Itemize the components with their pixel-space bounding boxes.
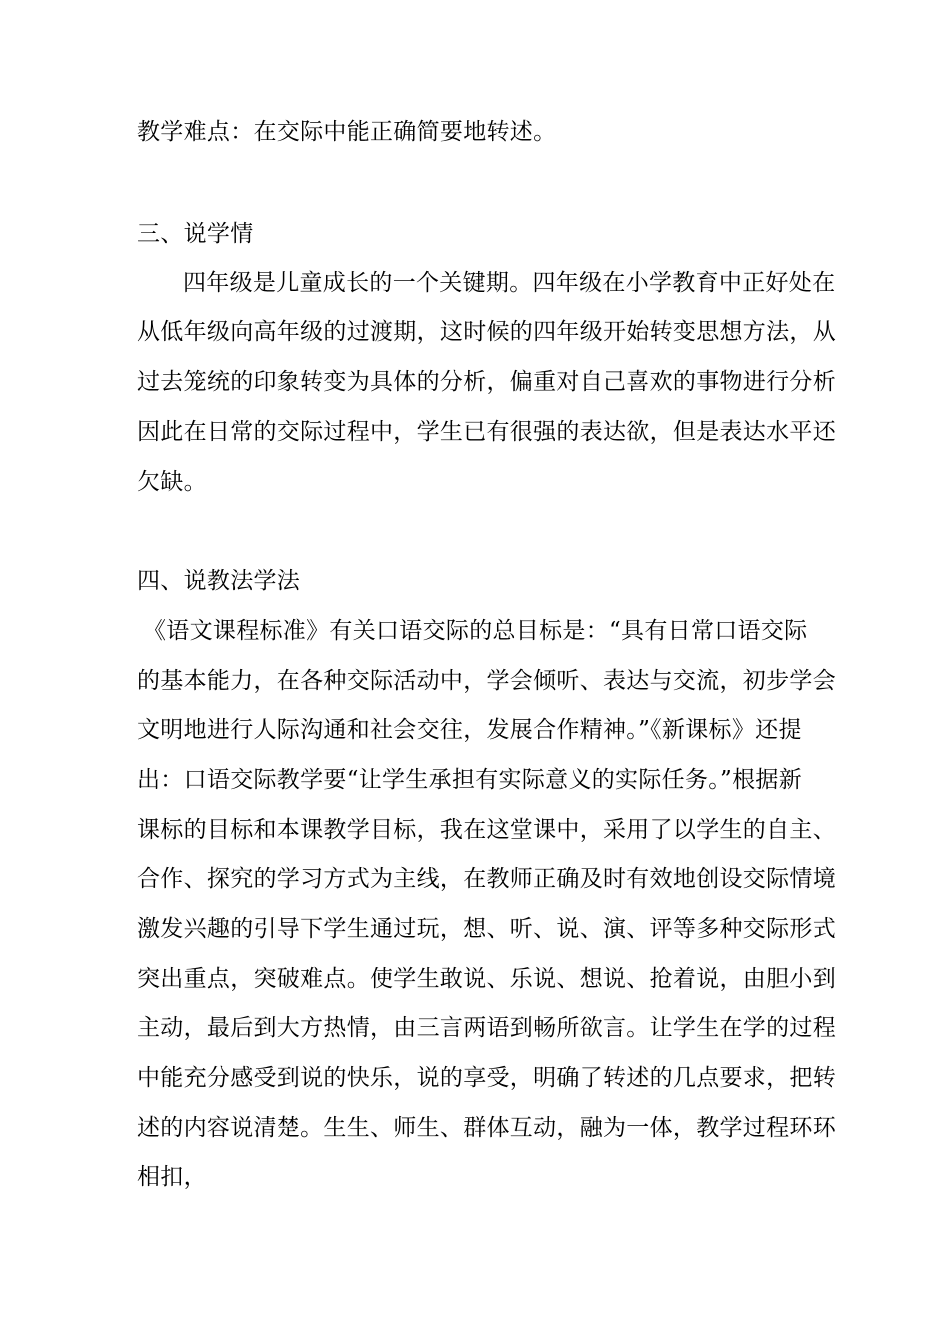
paragraph-line: 相扣， xyxy=(137,1164,207,1190)
teaching-difficulty-line: 教学难点：在交际中能正确简要地转述。 xyxy=(137,119,557,145)
paragraph-line: 主动，最后到大方热情，由三言两语到畅所欲言。让学生在学的过程 xyxy=(137,1015,836,1041)
paragraph-line: 中能充分感受到说的快乐，说的享受，明确了转述的几点要求，把转 xyxy=(137,1065,836,1091)
section-heading-learning-situation: 三、说学情 xyxy=(137,221,254,247)
paragraph-line: 述的内容说清楚。生生、师生、群体互动，融为一体，教学过程环环 xyxy=(137,1115,836,1141)
paragraph-line: 欠缺。 xyxy=(137,469,207,495)
paragraph-line: 激发兴趣的引导下学生通过玩，想、听、说、演、评等多种交际形式 xyxy=(137,916,836,942)
paragraph-line: 因此在日常的交际过程中，学生已有很强的表达欲，但是表达水平还 xyxy=(137,419,836,445)
paragraph-line: 过去笼统的印象转变为具体的分析，偏重对自己喜欢的事物进行分析 xyxy=(137,369,836,395)
paragraph-line: 合作、探究的学习方式为主线，在教师正确及时有效地创设交际情境 xyxy=(137,866,836,892)
paragraph-line: 课标的目标和本课教学目标，我在这堂课中，采用了以学生的自主、 xyxy=(137,817,836,843)
paragraph-line: 出：口语交际教学要“让学生承担有实际意义的实际任务。”根据新 xyxy=(137,767,803,793)
section-heading-teaching-methods: 四、说教法学法 xyxy=(137,568,301,594)
paragraph-line: 从低年级向高年级的过渡期，这时候的四年级开始转变思想方法，从 xyxy=(137,319,836,345)
paragraph-line: 突出重点，突破难点。使学生敢说、乐说、想说、抢着说，由胆小到 xyxy=(137,966,836,992)
paragraph-line: 文明地进行人际沟通和社会交往，发展合作精神。”《新课标》还提 xyxy=(137,717,802,743)
paragraph-line: 《语文课程标准》有关口语交际的总目标是：“具有日常口语交际 xyxy=(143,618,808,644)
paragraph-line: 的基本能力，在各种交际活动中，学会倾听、表达与交流，初步学会 xyxy=(137,668,836,694)
paragraph-line: 四年级是儿童成长的一个关键期。四年级在小学教育中正好处在 xyxy=(183,270,836,296)
